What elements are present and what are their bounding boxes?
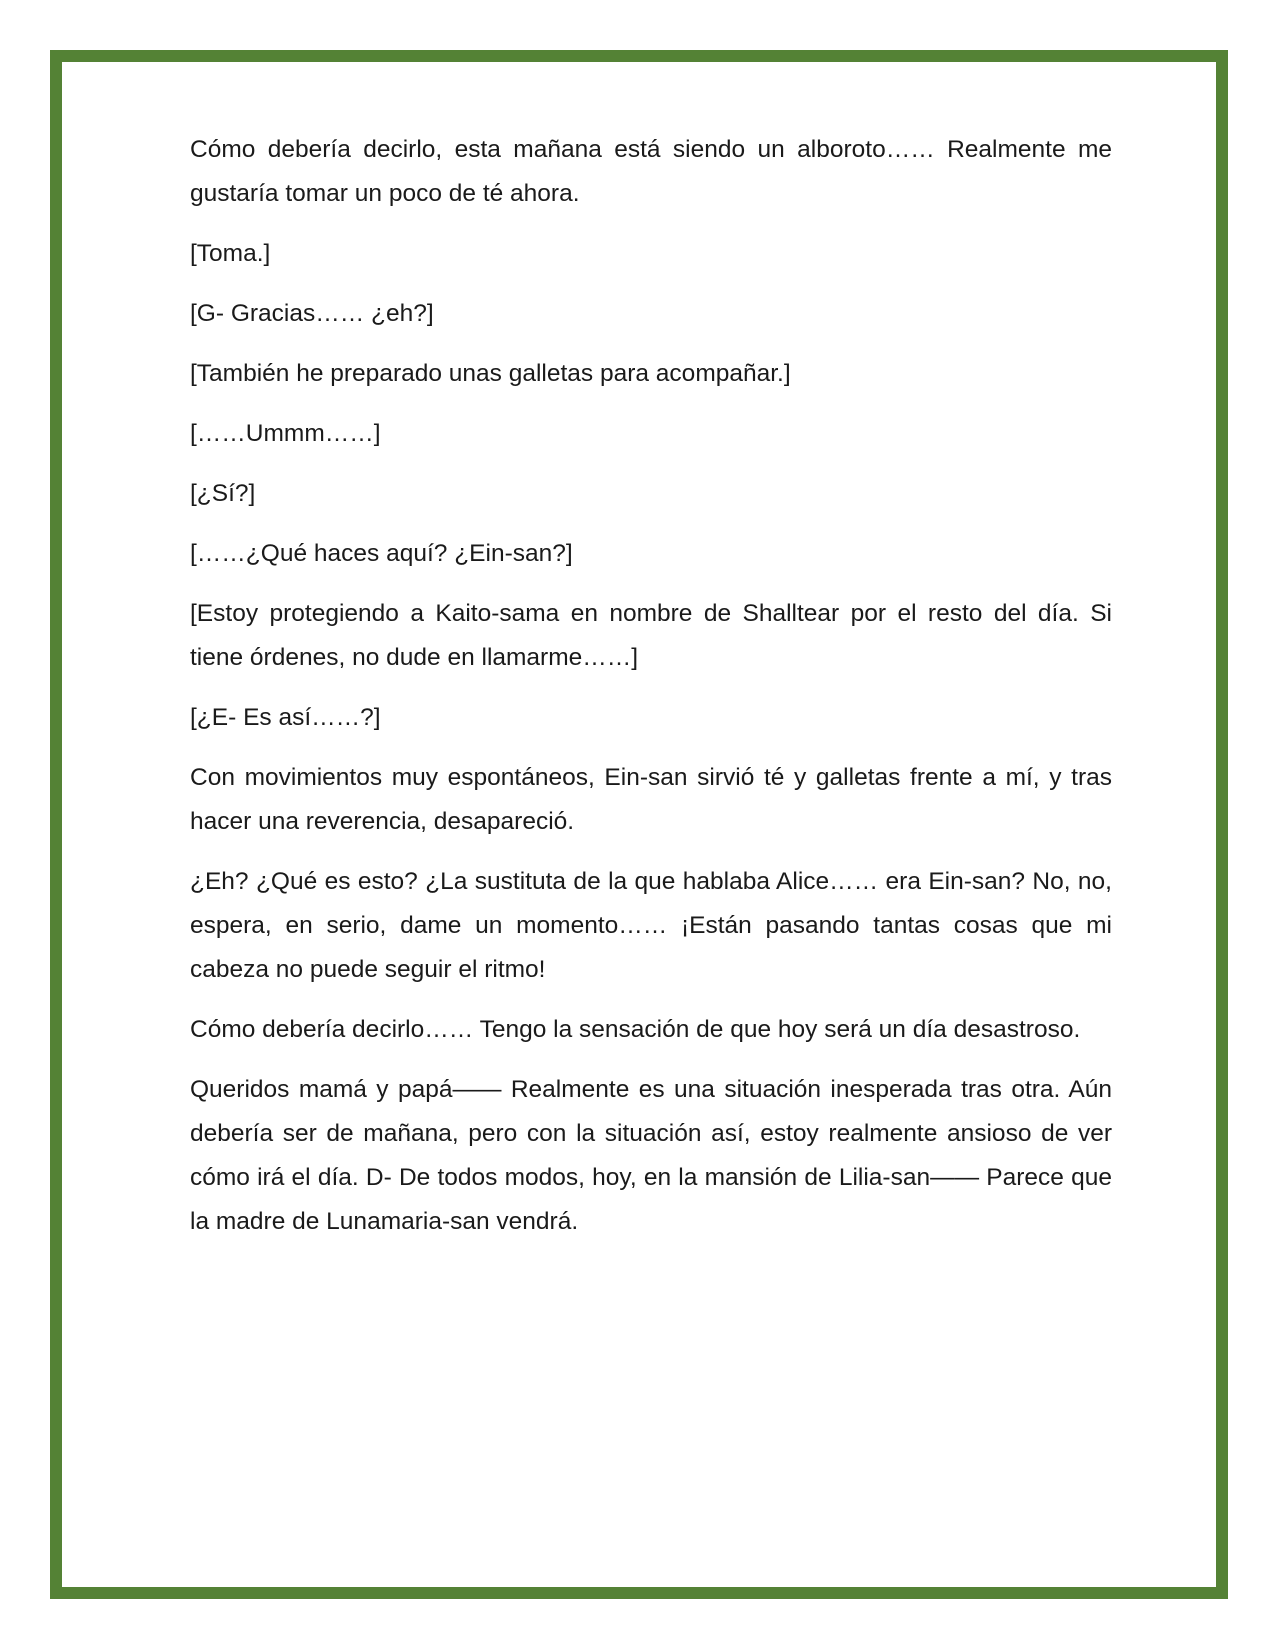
paragraph-4: [También he preparado unas galletas para acompañar.] <box>190 360 791 387</box>
paragraph-8: [Estoy protegiendo a Kaito-sama en nombre de Shalltear por el resto del día. Si tiene órdenes, no dude en llamarme……] <box>190 600 1112 671</box>
paragraph-11: ¿Eh? ¿Qué es esto? ¿La sustituta de la que hablaba Alice…… era Ein-san? No, no, espera, en serio, dame un momento…… ¡Están pasando tantas cosas que mi cabeza no puede seguir el ritmo! <box>190 868 1112 983</box>
paragraph-3: [G- Gracias…… ¿eh?] <box>190 300 434 327</box>
paragraph-2: [Toma.] <box>190 240 271 267</box>
paragraph-10: Con movimientos muy espontáneos, Ein-san sirvió té y galletas frente a mí, y tras hacer una reverencia, desapareció. <box>190 764 1112 835</box>
paragraph-1: Cómo debería decirlo, esta mañana está siendo un alboroto…… Realmente me gustaría tomar un poco de té ahora. <box>190 136 1112 207</box>
paragraph-13: Queridos mamá y papá—— Realmente es una situación inesperada tras otra. Aún debería ser de mañana, pero con la situación así, estoy realmente ansioso de ver cómo irá el día. D- De todos modos, hoy, en la mansión de Lilia-san—— Parece que la madre de Lunamaria-san vendrá. <box>190 1076 1112 1235</box>
document-body <box>190 128 1112 1260</box>
paragraph-7: [……¿Qué haces aquí? ¿Ein-san?] <box>190 540 573 567</box>
paragraph-5: [……Ummm……] <box>190 420 381 447</box>
page-border-frame <box>50 50 1228 1599</box>
paragraph-6: [¿Sí?] <box>190 480 256 507</box>
paragraph-9: [¿E- Es así……?] <box>190 704 381 731</box>
paragraph-12: Cómo debería decirlo…… Tengo la sensación de que hoy será un día desastroso. <box>190 1016 1081 1043</box>
